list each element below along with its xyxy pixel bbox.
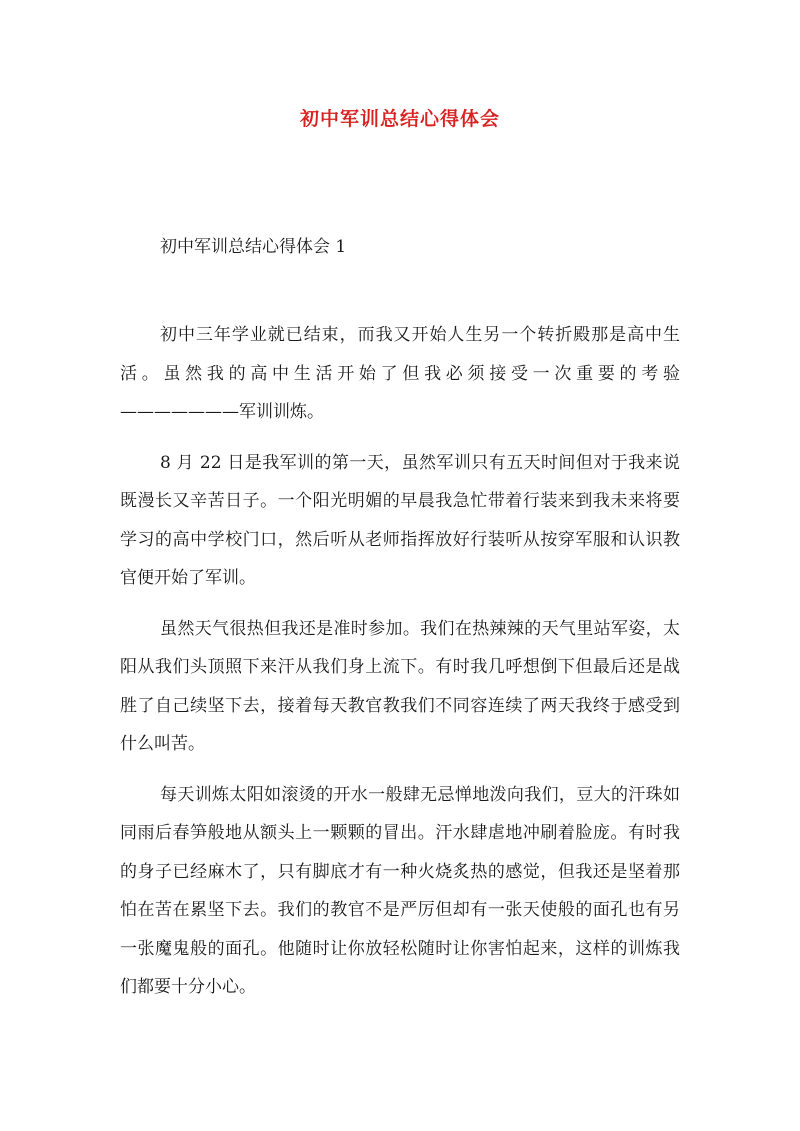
- paragraph: 初中三年学业就已结束，而我又开始人生另一个转折殿那是高中生活。虽然我的高中生活开始了但我必须接受一次重要的考验———————军训训炼。: [120, 325, 680, 422]
- section-heading: 初中军训总结心得体会 1: [160, 237, 347, 257]
- paragraph: 每天训炼太阳如滚烫的开水一般肆无忌惮地泼向我们，豆大的汗珠如同雨后春笋般地从额头上一颗颗的冒出。汗水肆虐地冲刷着脸庞。有时我的身子已经麻木了，只有脚底才有一种火烧炙热的感觉，但我还是坚着那怕在苦在累坚下去。我们的教官不是严厉但却有一张天使般的面孔也有另一张魔鬼般的面孔。他随时让你放轻松随时让你害怕起来，这样的训炼我们都要十分小心。: [120, 784, 680, 997]
- paragraph: 8 月 22 日是我军训的第一天，虽然军训只有五天时间但对于我来说既漫长又辛苦日子。一个阳光明媚的早晨我急忙带着行装来到我未来将要学习的高中学校门口，然后听从老师指挥放好行装听从按穿军服和认识教官便开始了军训。: [120, 452, 680, 588]
- paragraph: 虽然天气很热但我还是准时参加。我们在热辣辣的天气里站军姿，太阳从我们头顶照下来汗从我们身上流下。有时我几呼想倒下但最后还是战胜了自己续坚下去，接着每天教官教我们不同容连续了两天我终于感受到什么叫苦。: [120, 618, 680, 754]
- document-body: [120, 316, 680, 1019]
- document-title: 初中军训总结心得体会: [299, 108, 500, 130]
